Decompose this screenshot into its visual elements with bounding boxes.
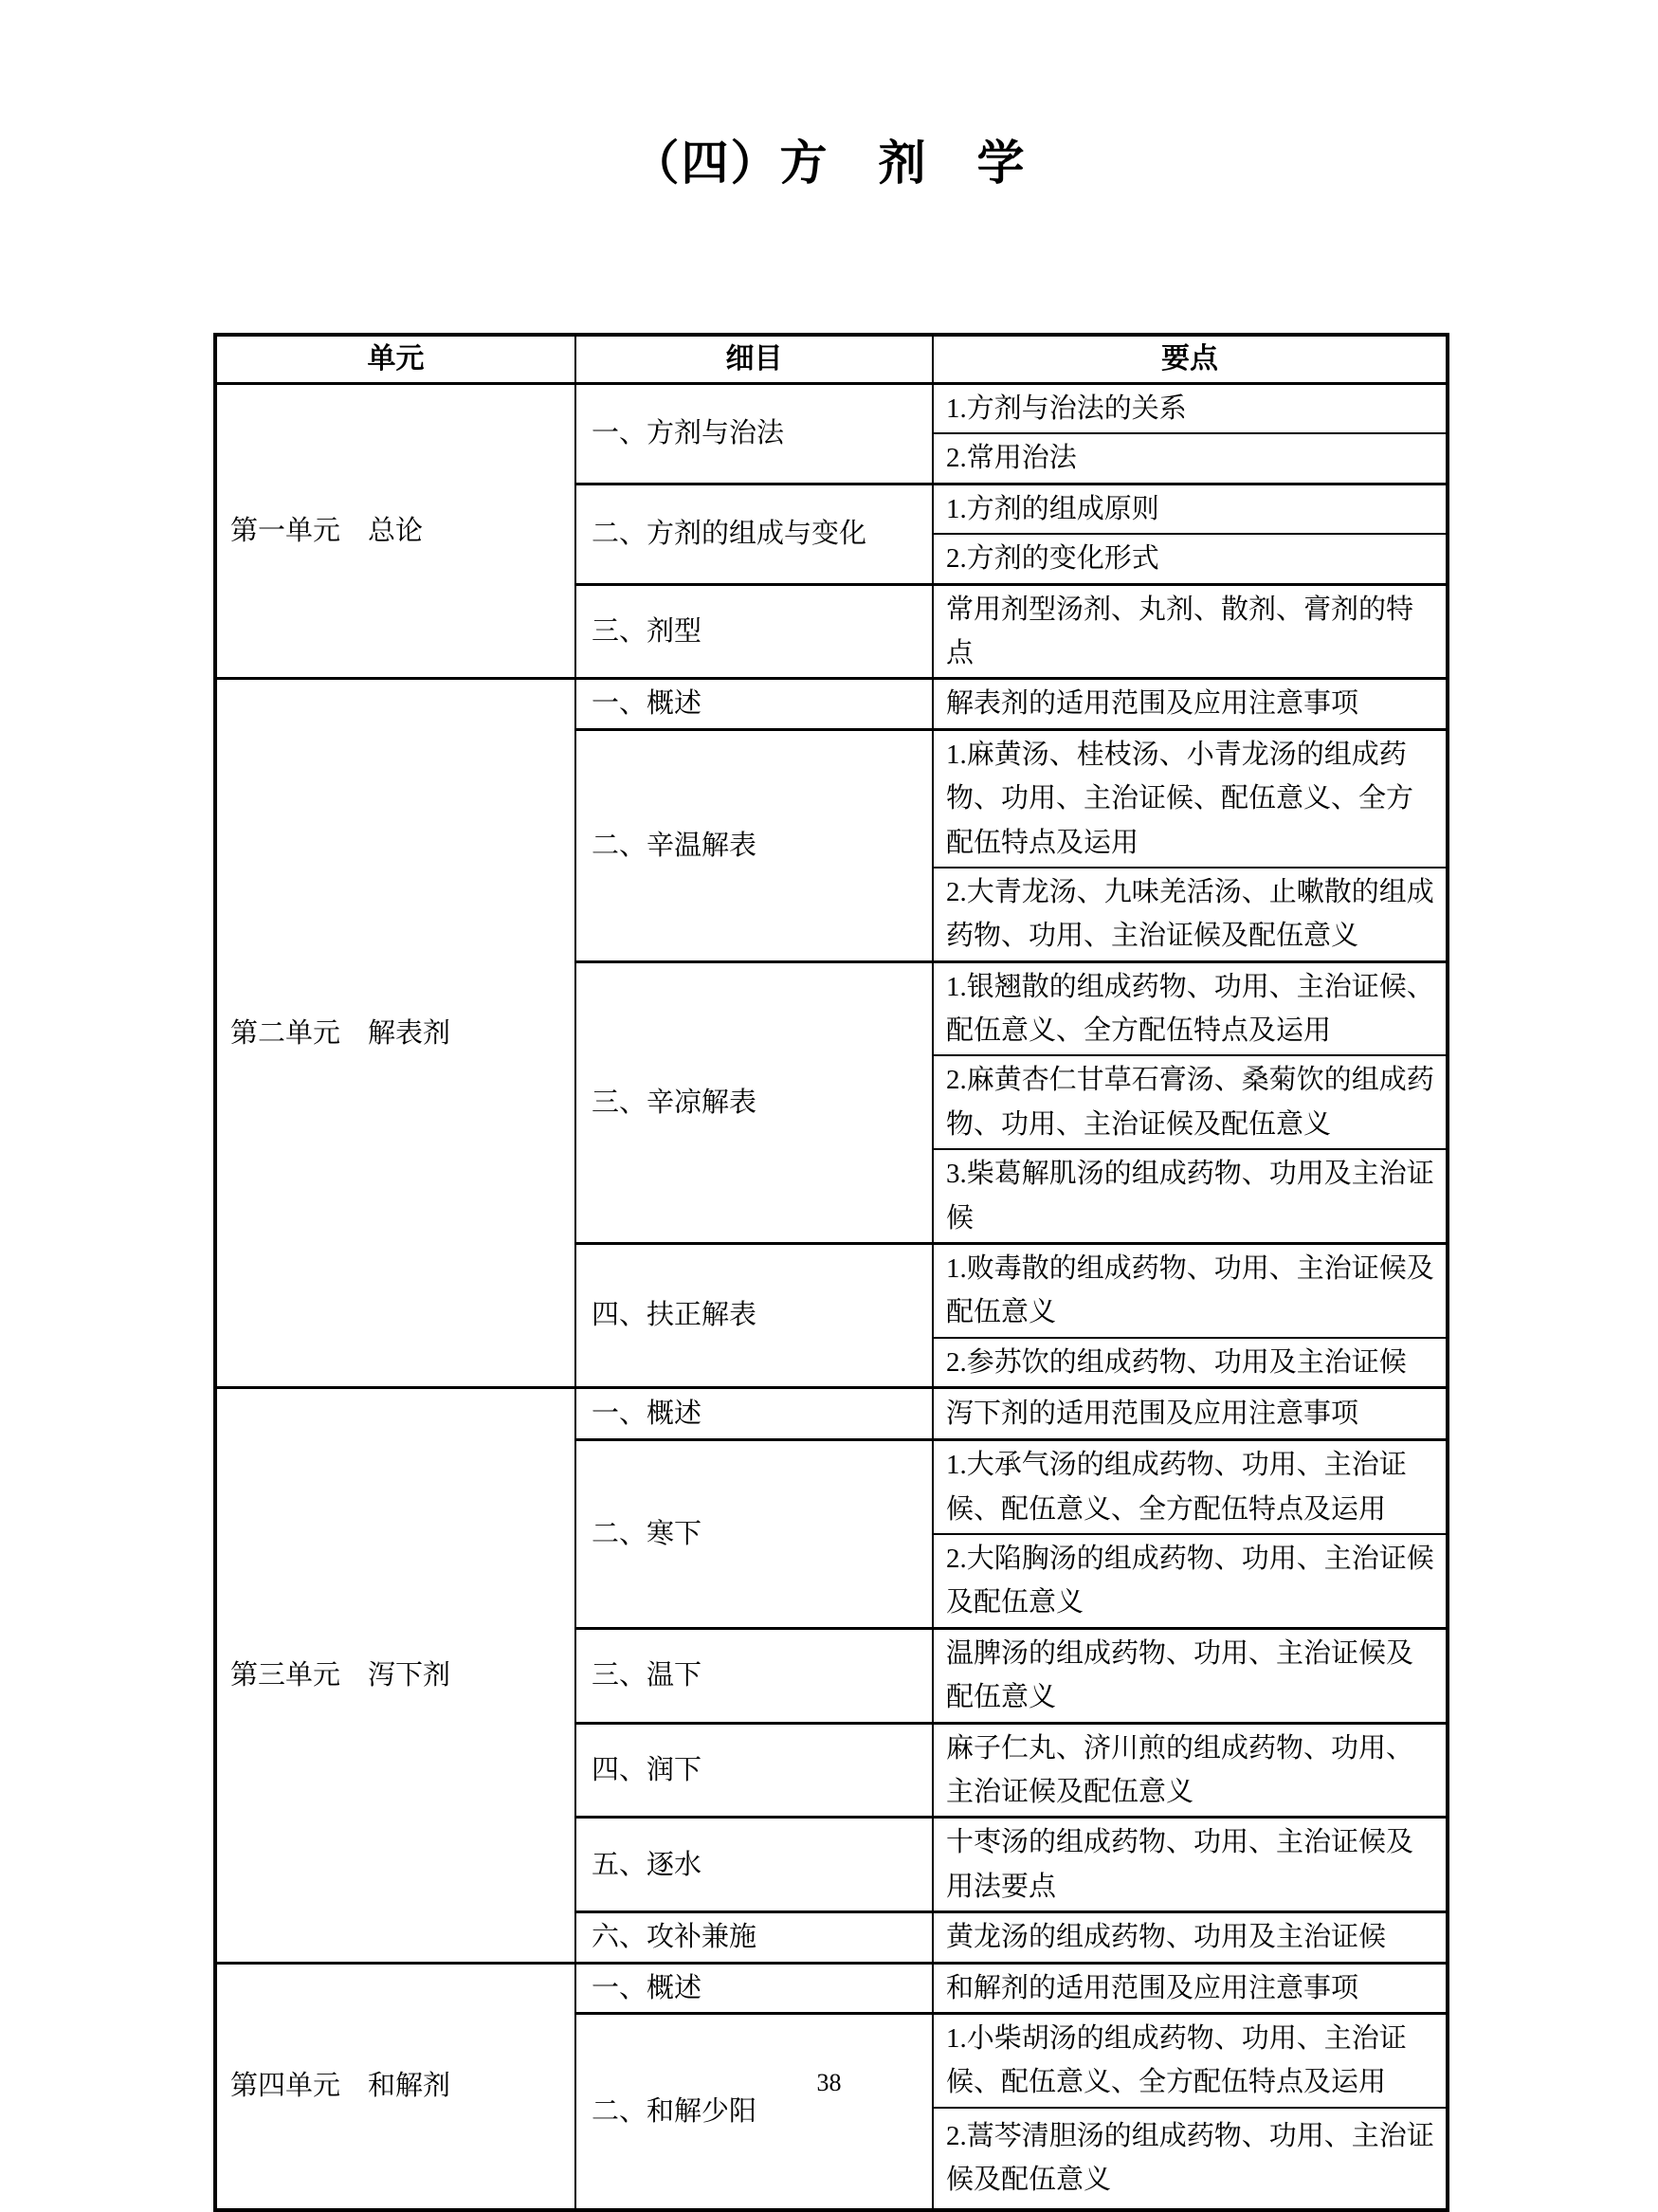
point-cell: 2.方剂的变化形式 [933,534,1448,584]
detail-cell: 四、润下 [575,1723,933,1818]
detail-cell: 一、概述 [575,1963,933,2013]
table-row [215,679,1448,729]
detail-cell: 四、扶正解表 [575,1244,933,1388]
detail-cell: 二、辛温解表 [575,729,933,961]
point-cell: 1.小柴胡汤的组成药物、功用、主治证候、配伍意义、全方配伍特点及运用 [933,2013,1448,2107]
point-cell: 泻下剂的适用范围及应用注意事项 [933,1388,1448,1440]
detail-cell: 二、寒下 [575,1440,933,1629]
point-cell: 1.麻黄汤、桂枝汤、小青龙汤的组成药物、功用、主治证候、配伍意义、全方配伍特点及运用 [933,729,1448,868]
point-cell: 1.方剂与治法的关系 [933,384,1448,434]
unit-cell: 第三单元 泻下剂 [215,1388,575,1963]
col-header-points: 要点 [933,335,1448,384]
point-cell: 2.大青龙汤、九味羌活汤、止嗽散的组成药物、功用、主治证候及配伍意义 [933,868,1448,961]
table-row [215,1388,1448,1440]
detail-cell: 三、剂型 [575,584,933,679]
table-row [215,1963,1448,2013]
table-header-row [215,335,1448,384]
detail-cell: 二、方剂的组成与变化 [575,484,933,584]
detail-cell: 六、攻补兼施 [575,1912,933,1963]
detail-cell: 一、概述 [575,679,933,729]
point-cell: 2.大陷胸汤的组成药物、功用、主治证候及配伍意义 [933,1534,1448,1628]
point-cell: 1.银翘散的组成药物、功用、主治证候、配伍意义、全方配伍特点及运用 [933,961,1448,1055]
detail-cell: 三、辛凉解表 [575,961,933,1243]
unit-cell: 第二单元 解表剂 [215,679,575,1388]
point-cell: 和解剂的适用范围及应用注意事项 [933,1963,1448,2013]
point-cell: 2.蒿芩清胆汤的组成药物、功用、主治证候及配伍意义 [933,2108,1448,2210]
point-cell: 2.参苏饮的组成药物、功用及主治证候 [933,1338,1448,1388]
unit-cell: 第一单元 总论 [215,384,575,679]
detail-cell: 五、逐水 [575,1818,933,1912]
col-header-unit: 单元 [215,335,575,384]
page-number: 38 [816,2069,842,2096]
detail-cell: 一、方剂与治法 [575,384,933,484]
point-cell: 麻子仁丸、济川煎的组成药物、功用、主治证候及配伍意义 [933,1723,1448,1818]
syllabus-table [213,333,1449,2212]
point-cell: 2.麻黄杏仁甘草石膏汤、桑菊饮的组成药物、功用、主治证候及配伍意义 [933,1055,1448,1149]
point-cell: 3.柴葛解肌汤的组成药物、功用及主治证候 [933,1149,1448,1243]
point-cell: 十枣汤的组成药物、功用、主治证候及用法要点 [933,1818,1448,1912]
point-cell: 黄龙汤的组成药物、功用及主治证候 [933,1912,1448,1963]
page-title: （四）方 剂 学 [631,137,1027,190]
point-cell: 常用剂型汤剂、丸剂、散剂、膏剂的特点 [933,584,1448,679]
detail-cell: 一、概述 [575,1388,933,1440]
unit-cell: 第四单元 和解剂 [215,1963,575,2210]
point-cell: 2.常用治法 [933,433,1448,484]
detail-cell: 三、温下 [575,1628,933,1723]
col-header-detail: 细目 [575,335,933,384]
point-cell: 温脾汤的组成药物、功用、主治证候及配伍意义 [933,1628,1448,1723]
point-cell: 解表剂的适用范围及应用注意事项 [933,679,1448,729]
point-cell: 1.方剂的组成原则 [933,484,1448,534]
detail-cell: 二、和解少阳 [575,2013,933,2209]
table-row [215,384,1448,434]
point-cell: 1.败毒散的组成药物、功用、主治证候及配伍意义 [933,1244,1448,1338]
point-cell: 1.大承气汤的组成药物、功用、主治证候、配伍意义、全方配伍特点及运用 [933,1440,1448,1534]
